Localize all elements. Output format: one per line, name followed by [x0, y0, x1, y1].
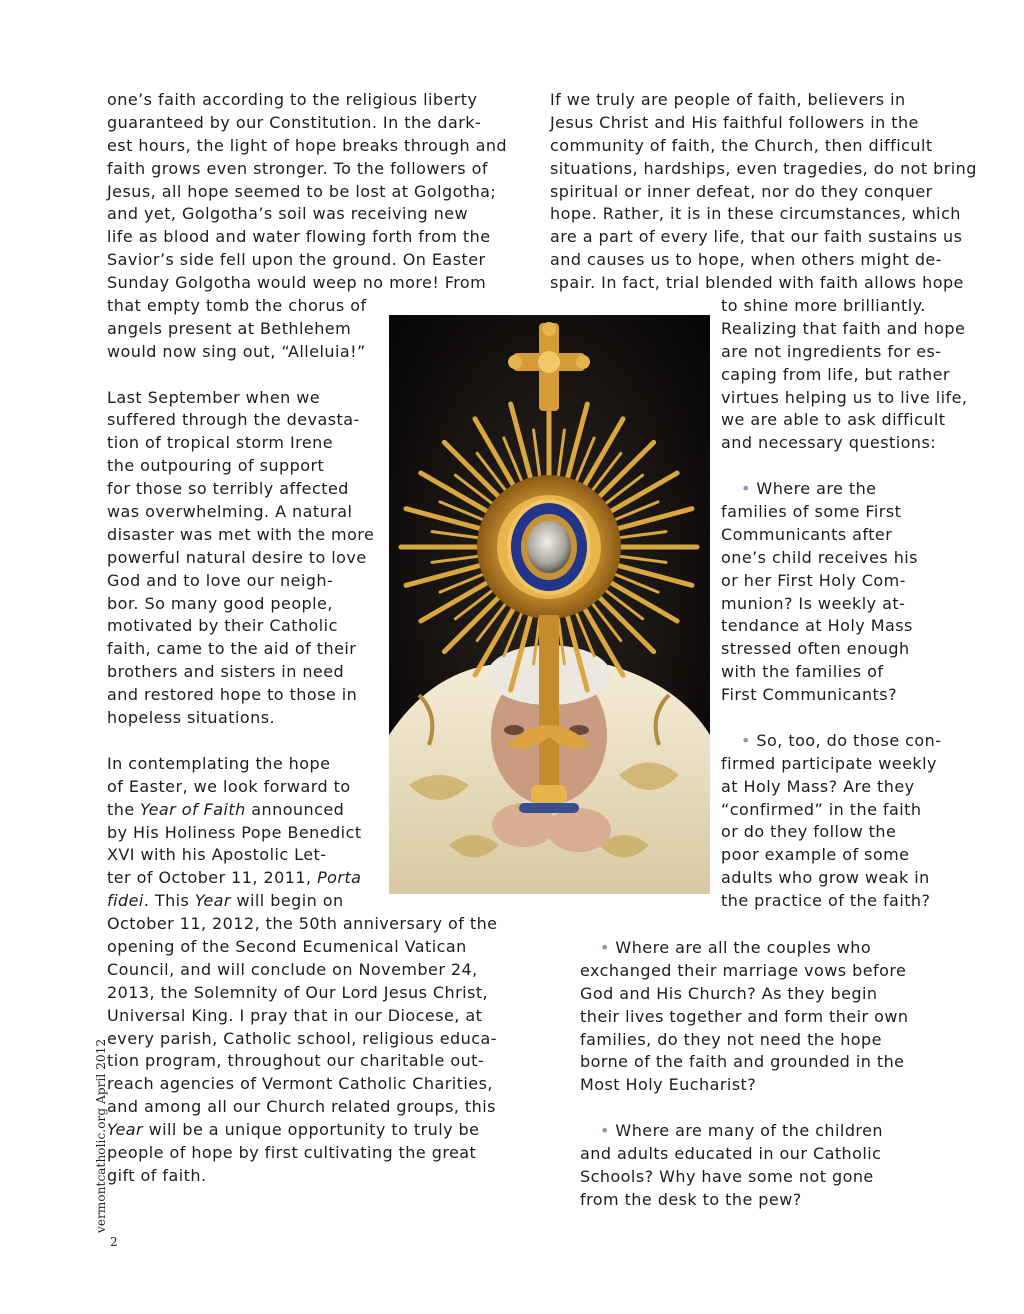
- text-line: families, do they not need the hope: [580, 1029, 882, 1049]
- text-line: their lives together and form their own: [580, 1006, 909, 1026]
- paragraph-gap: [580, 1097, 909, 1120]
- italic-text: Year: [194, 891, 231, 911]
- text-line: was overwhelming. A natural: [107, 502, 353, 522]
- text-run: ter of October 11, 2011,: [107, 868, 318, 888]
- text-line: XVI with his Apostolic Let-: [107, 845, 327, 865]
- text-line: and adults educated in our Catholic: [580, 1144, 882, 1164]
- text-line: Schools? Why have some not gone: [580, 1166, 874, 1186]
- text-line: every parish, Catholic school, religious educa-: [107, 1028, 497, 1048]
- text-line: virtues helping us to live life,: [721, 387, 968, 407]
- text-line: Jesus, all hope seemed to be lost at Golgotha;: [107, 181, 497, 201]
- text-line: hopeless situations.: [107, 708, 276, 728]
- text-line: [580, 1120, 909, 1143]
- text-line: Universal King. I pray that in our Diocese, at: [107, 1005, 483, 1025]
- text-run: will be a unique opportunity to truly be: [143, 1120, 480, 1140]
- text-line: tendance at Holy Mass: [721, 616, 913, 636]
- text-line: [721, 478, 967, 501]
- text-line: God and to love our neigh-: [107, 570, 334, 590]
- text-line: borne of the faith and grounded in the: [580, 1052, 905, 1072]
- text-line: Sunday Golgotha would weep no more! From: [107, 273, 487, 293]
- text-run: •: [741, 730, 751, 750]
- text-line: life as blood and water flowing forth from the: [107, 227, 491, 247]
- text-line: and restored hope to those in: [107, 685, 358, 705]
- text-line: stressed often enough: [721, 639, 910, 659]
- monstrance-photo: [389, 315, 710, 894]
- right-column-top: [550, 89, 977, 295]
- text-run: •: [600, 938, 610, 957]
- text-line: by His Holiness Pope Benedict: [107, 822, 362, 842]
- text-line: Savior’s side fell upon the ground. On Easter: [107, 250, 486, 270]
- text-line: exchanged their marriage vows before: [580, 960, 907, 980]
- text-line: or her First Holy Com-: [721, 570, 906, 590]
- right-column-narrow: [721, 295, 967, 913]
- text-run: the: [107, 799, 141, 819]
- text-line: faith, came to the aid of their: [107, 639, 357, 659]
- text-line: guaranteed by our Constitution. In the dark-: [107, 112, 482, 132]
- page-number: 2: [110, 1235, 118, 1249]
- text-line: of Easter, we look forward to: [107, 776, 351, 796]
- text-line: Realizing that faith and hope: [721, 318, 966, 338]
- text-line: for those so terribly affected: [107, 479, 349, 499]
- text-line: In contemplating the hope: [107, 753, 331, 773]
- side-credit: vermontcatholic.org April 2012: [94, 1038, 108, 1233]
- text-line: bor. So many good people,: [107, 593, 333, 613]
- text-line: are a part of every life, that our faith sustains us: [550, 227, 963, 247]
- text-line: faith grows even stronger. To the followers of: [107, 158, 488, 178]
- text-run: •: [741, 479, 751, 499]
- text-run: will begin on: [230, 891, 344, 911]
- text-line: 2013, the Solemnity of Our Lord Jesus Christ,: [107, 982, 489, 1002]
- text-line: [721, 730, 967, 753]
- text-line: to shine more brilliantly.: [721, 296, 926, 315]
- text-line: spiritual or inner defeat, nor do they conquer: [550, 181, 933, 201]
- text-line: munion? Is weekly at-: [721, 593, 906, 613]
- text-line: or do they follow the: [721, 822, 897, 842]
- text-line: [580, 937, 909, 960]
- text-line: the practice of the faith?: [721, 891, 931, 911]
- text-line: people of hope by first cultivating the great: [107, 1142, 477, 1162]
- text-run: Where are the: [750, 479, 877, 499]
- text-line: hope. Rather, it is in these circumstances, which: [550, 204, 961, 224]
- text-line: from the desk to the pew?: [580, 1189, 802, 1209]
- text-line: the outpouring of support: [107, 456, 325, 476]
- text-line: “confirmed” in the faith: [721, 799, 922, 819]
- text-line: and among all our Church related groups, this: [107, 1097, 496, 1117]
- text-line: and causes us to hope, when others might de-: [550, 250, 942, 270]
- text-line: [107, 1119, 507, 1142]
- text-line: tion of tropical storm Irene: [107, 433, 334, 453]
- text-line: one’s faith according to the religious liberty: [107, 90, 478, 109]
- text-line: poor example of some: [721, 845, 910, 865]
- text-line: motivated by their Catholic: [107, 616, 338, 636]
- text-line: spair. In fact, trial blended with faith allows hope: [550, 273, 964, 293]
- text-line: families of some First: [721, 502, 902, 522]
- text-line: Communicants after: [721, 524, 893, 544]
- text-line: October 11, 2012, the 50th anniversary of the: [107, 914, 498, 934]
- italic-text: Year of Faith: [140, 799, 246, 819]
- text-line: at Holy Mass? Are they: [721, 776, 915, 796]
- text-line: would now sing out, “Alleluia!”: [107, 341, 366, 361]
- italic-text: Year: [107, 1120, 144, 1140]
- text-line: caping from life, but rather: [721, 364, 950, 384]
- text-line: are not ingredients for es-: [721, 341, 942, 361]
- text-line: If we truly are people of faith, believers in: [550, 90, 906, 109]
- paragraph-gap: [721, 707, 967, 730]
- text-run: Where are all the couples who: [609, 938, 872, 957]
- text-line: situations, hardships, even tragedies, do not bring: [550, 158, 977, 178]
- text-line: Council, and will conclude on November 24,: [107, 959, 478, 979]
- text-line: and yet, Golgotha’s soil was receiving new: [107, 204, 469, 224]
- text-run: •: [600, 1121, 610, 1141]
- text-line: tion program, throughout our charitable out-: [107, 1051, 485, 1071]
- text-run: . This: [143, 891, 195, 911]
- text-line: brothers and sisters in need: [107, 662, 345, 682]
- text-run: Where are many of the children: [609, 1121, 883, 1141]
- text-line: powerful natural desire to love: [107, 547, 367, 567]
- text-line: gift of faith.: [107, 1165, 207, 1185]
- text-line: that empty tomb the chorus of: [107, 296, 367, 316]
- italic-text: fidei: [107, 891, 144, 911]
- text-line: we are able to ask difficult: [721, 410, 946, 430]
- text-line: Last September when we: [107, 387, 321, 407]
- text-line: suffered through the devasta-: [107, 410, 360, 430]
- paragraph-gap: [721, 455, 967, 478]
- text-run: announced: [245, 799, 345, 819]
- text-run: So, too, do those con-: [750, 730, 942, 750]
- text-line: firmed participate weekly: [721, 753, 937, 773]
- text-line: First Communicants?: [721, 685, 898, 705]
- text-line: est hours, the light of hope breaks through and: [107, 135, 508, 155]
- text-line: Most Holy Eucharist?: [580, 1075, 757, 1095]
- text-line: and necessary questions:: [721, 433, 937, 453]
- italic-text: Porta: [317, 868, 362, 888]
- text-line: God and His Church? As they begin: [580, 983, 878, 1003]
- text-line: reach agencies of Vermont Catholic Charities,: [107, 1074, 493, 1094]
- text-line: angels present at Bethlehem: [107, 318, 352, 338]
- right-column-lower: [580, 937, 909, 1212]
- text-line: disaster was met with the more: [107, 524, 375, 544]
- text-line: one’s child receives his: [721, 547, 918, 567]
- text-line: opening of the Second Ecumenical Vatican: [107, 936, 467, 956]
- text-line: community of faith, the Church, then difficult: [550, 135, 933, 155]
- text-line: Jesus Christ and His faithful followers in the: [550, 112, 919, 132]
- text-line: adults who grow weak in: [721, 868, 930, 888]
- text-line: with the families of: [721, 662, 884, 682]
